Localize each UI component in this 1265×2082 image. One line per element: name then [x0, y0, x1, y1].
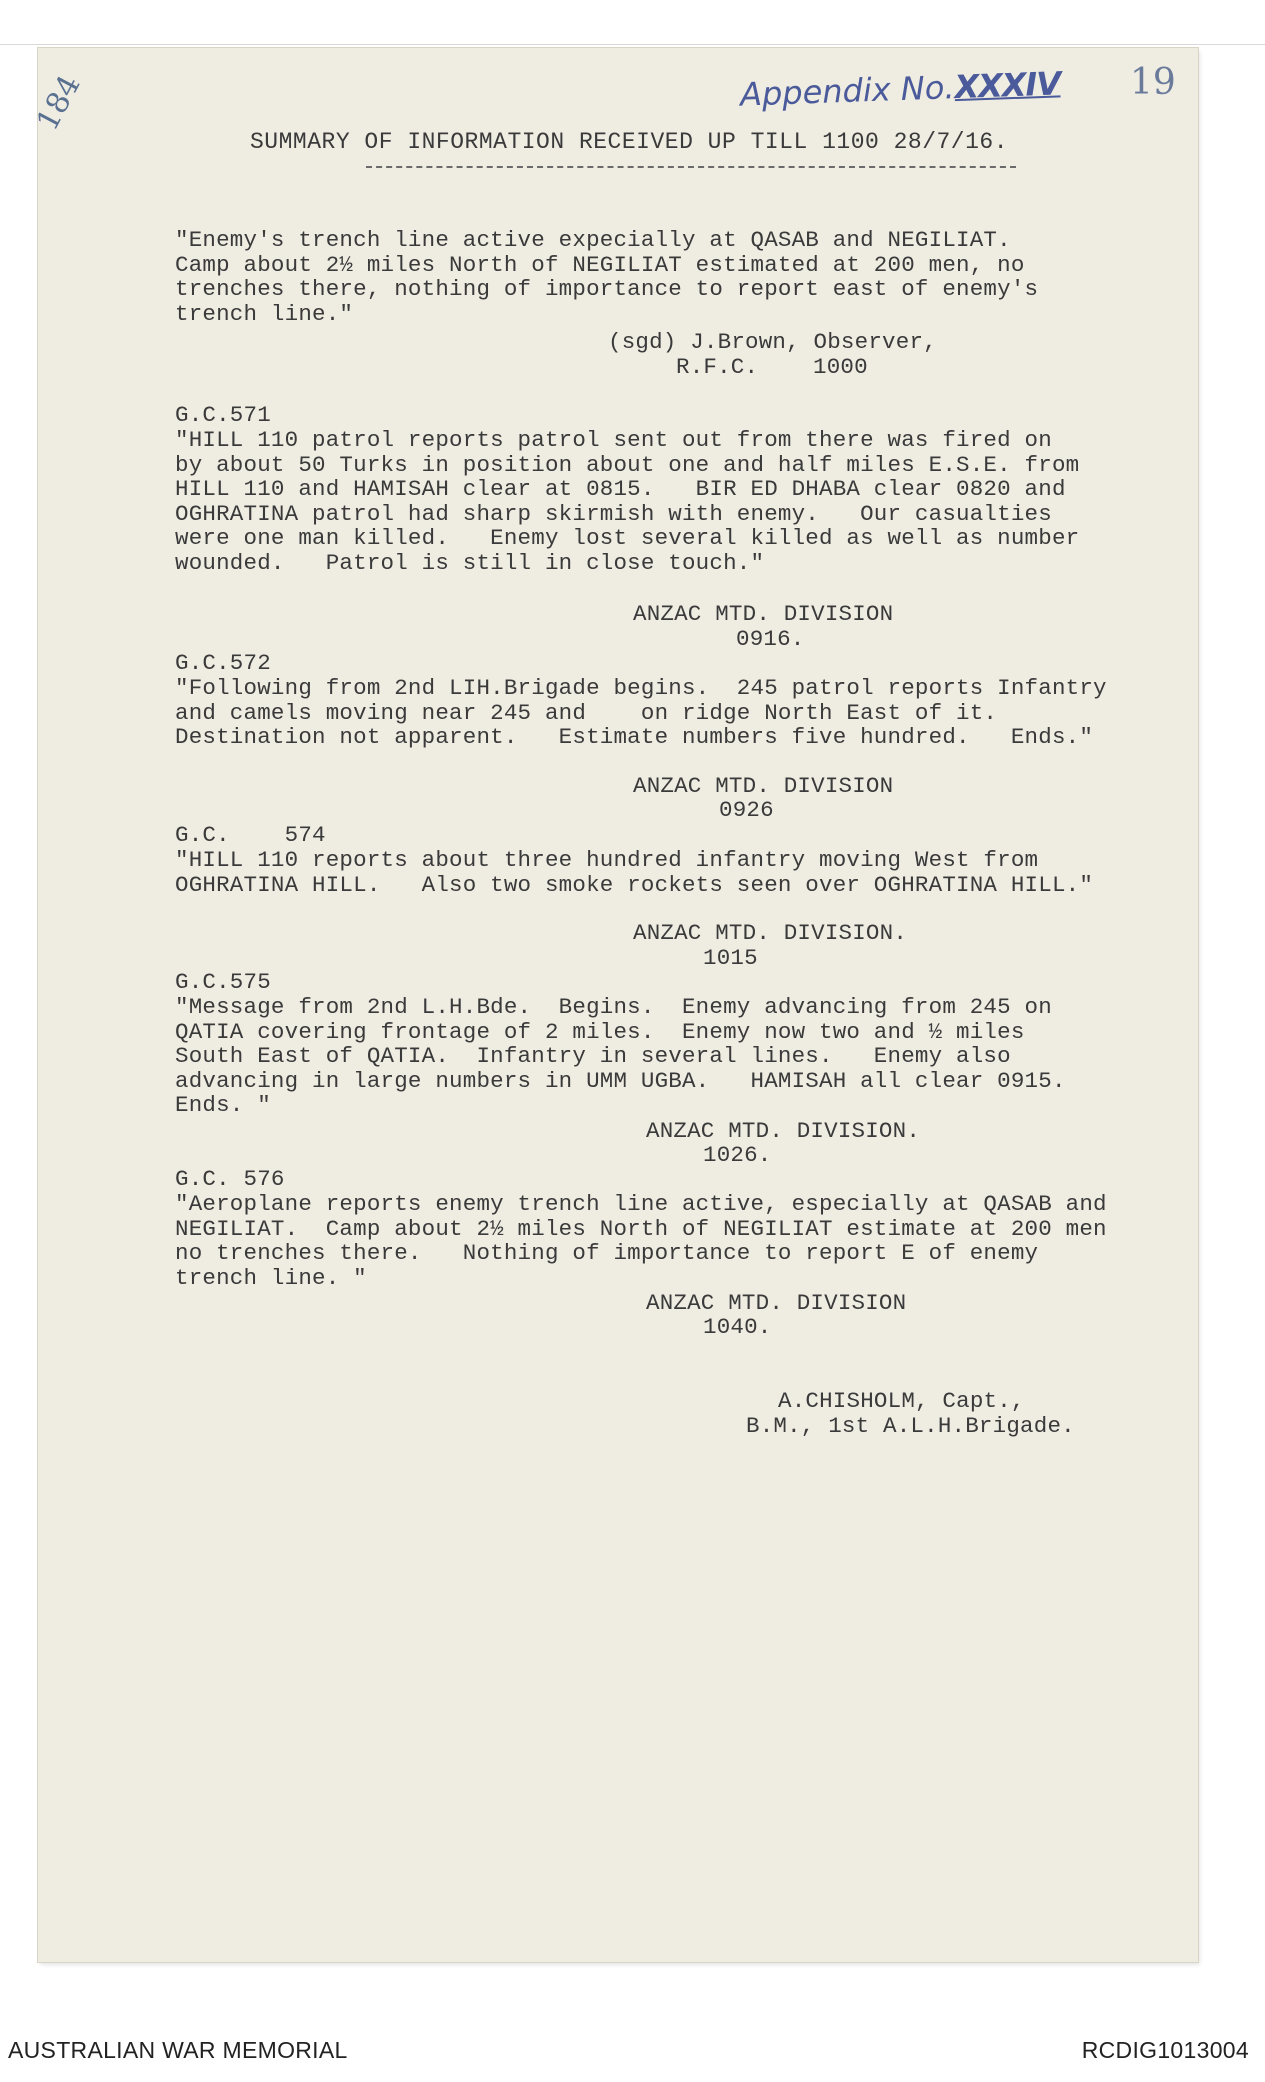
footer-record-id: RCDIG1013004: [1081, 2037, 1249, 2063]
gc574-body: "HILL 110 reports about three hundred infantry moving West from OGHRATINA HILL. Also two smoke rockets seen over OGHRATINA HILL.": [175, 847, 1094, 898]
gc575-time: 1026.: [703, 1142, 772, 1168]
closing-name: A.CHISHOLM, Capt.,: [778, 1388, 1025, 1414]
gc571-ref: G.C.571: [175, 402, 271, 428]
top-rule: [0, 44, 1265, 45]
gc572-time: 0926: [719, 797, 774, 823]
gc572-unit: ANZAC MTD. DIVISION: [633, 773, 894, 799]
gc572-body: "Following from 2nd LIH.Brigade begins. 245 patrol reports Infantry and camels moving near 245 and on ridge North East of it. Destination not apparent. Estimate numbers five hundred. Ends.": [175, 675, 1107, 750]
heading-underline: [366, 166, 1016, 168]
intro-body: "Enemy's trench line active expecially at QASAB and NEGILIAT. Camp about 2½ miles North of NEGILIAT estimated at 200 men, no trenches there, nothing of importance to report east of enemy's trench line.": [175, 227, 1039, 327]
gc576-unit: ANZAC MTD. DIVISION: [646, 1290, 907, 1316]
footer-archive-name: AUSTRALIAN WAR MEMORIAL: [8, 2037, 348, 2063]
gc571-time: 0916.: [736, 626, 805, 652]
closing-title: B.M., 1st A.L.H.Brigade.: [746, 1413, 1075, 1439]
margin-number: 184: [30, 69, 88, 137]
gc574-unit: ANZAC MTD. DIVISION.: [633, 920, 908, 946]
gc576-ref: G.C. 576: [175, 1166, 285, 1192]
gc571-unit: ANZAC MTD. DIVISION: [633, 601, 894, 627]
gc574-time: 1015: [703, 945, 758, 971]
gc571-body: "HILL 110 patrol reports patrol sent out from there was fired on by about 50 Turks in position about one and half miles E.S.E. from HILL 110 and HAMISAH clear at 0815. BIR ED DHABA clear 0820 and OGHRATINA patrol had sharp skirmish with enemy. Our casualties were one man killed. Enemy lost several killed as well as number wounded. Patrol is still in close touch.": [175, 427, 1080, 576]
gc576-body: "Aeroplane reports enemy trench line active, especially at QASAB and NEGILIAT. Camp about 2½ miles North of NEGILIAT estimate at 200 men no trenches there. Nothing of importance to report E of enemy trench line. ": [175, 1191, 1107, 1291]
appendix-prefix: Appendix No.: [739, 68, 956, 114]
intro-unit: R.F.C. 1000: [676, 354, 868, 380]
gc574-ref: G.C. 574: [175, 822, 326, 848]
gc575-body: "Message from 2nd L.H.Bde. Begins. Enemy advancing from 245 on QATIA covering frontage of 2 miles. Enemy now two and ½ miles South East of QATIA. Infantry in several lines. Enemy also advancing in large numbers in UMM UGBA. HAMISAH all clear 0915. Ends. ": [175, 994, 1066, 1118]
intro-signature: (sgd) J.Brown, Observer,: [608, 329, 937, 355]
gc575-unit: ANZAC MTD. DIVISION.: [646, 1118, 921, 1144]
gc576-time: 1040.: [703, 1314, 772, 1340]
gc575-ref: G.C.575: [175, 969, 271, 995]
document-heading: SUMMARY OF INFORMATION RECEIVED UP TILL 1100 28/7/16.: [250, 129, 1009, 155]
gc572-ref: G.C.572: [175, 650, 271, 676]
appendix-number: XXXIV: [953, 64, 1061, 107]
page-number: 19: [1130, 62, 1176, 103]
